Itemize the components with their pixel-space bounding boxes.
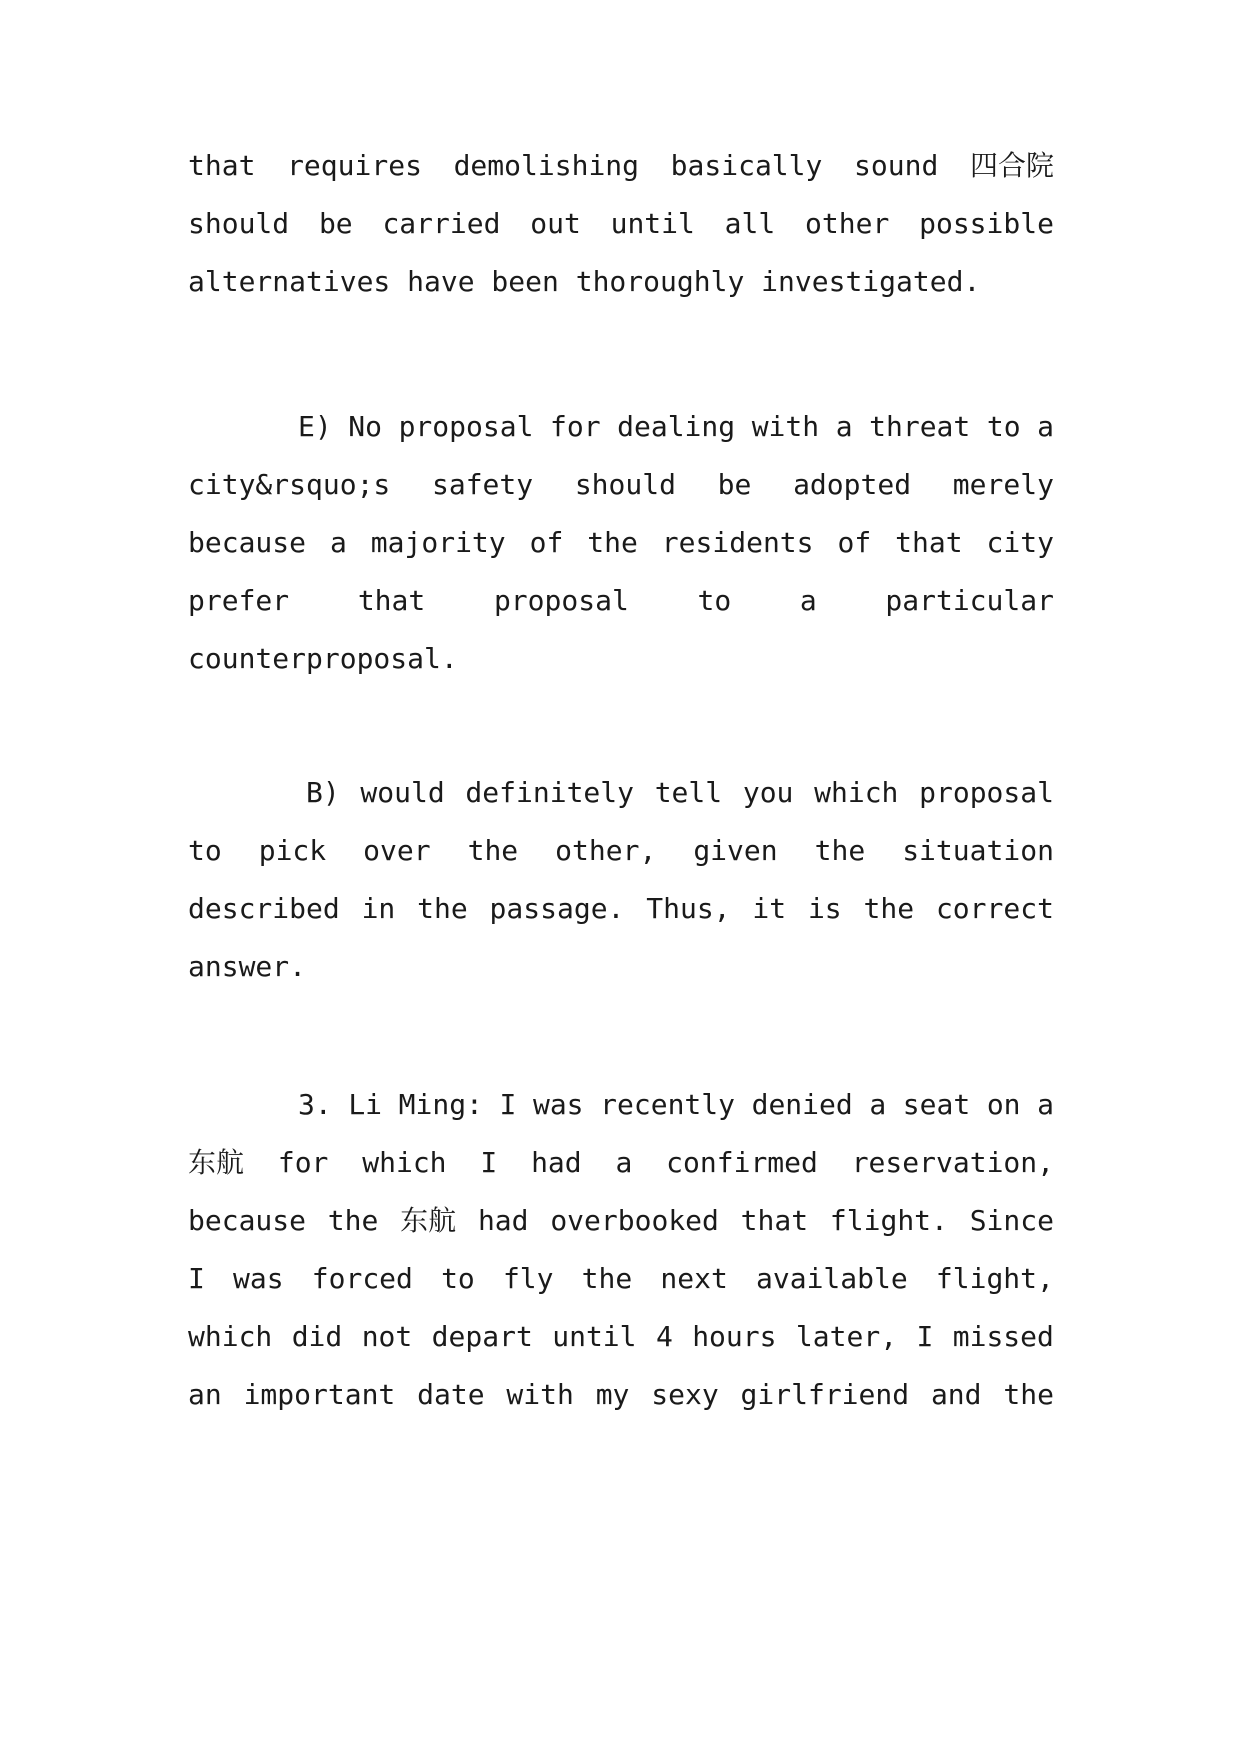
word: possible bbox=[919, 207, 1054, 240]
text-line bbox=[188, 1250, 1054, 1308]
word: correct bbox=[935, 892, 1054, 925]
text-line bbox=[188, 1192, 1054, 1250]
word: reservation, bbox=[851, 1146, 1054, 1179]
word: a bbox=[835, 410, 853, 443]
word: sound bbox=[854, 149, 939, 182]
word: dealing bbox=[617, 410, 736, 443]
paragraph bbox=[188, 398, 1054, 688]
word: forced bbox=[311, 1262, 413, 1295]
paragraph bbox=[188, 764, 1054, 996]
word: prefer bbox=[188, 584, 290, 617]
word: No bbox=[348, 410, 382, 443]
word: a bbox=[329, 526, 347, 559]
word: merely bbox=[952, 468, 1054, 501]
word: the bbox=[417, 892, 468, 925]
text-line bbox=[188, 764, 1054, 822]
word: the bbox=[863, 892, 915, 925]
word: with bbox=[506, 1378, 574, 1411]
word: did bbox=[291, 1320, 343, 1353]
word: confirmed bbox=[666, 1146, 818, 1179]
word: the bbox=[327, 1204, 379, 1237]
word: majority bbox=[370, 526, 506, 559]
word: given bbox=[693, 834, 778, 867]
text-line bbox=[188, 880, 1054, 938]
word: flight, bbox=[935, 1262, 1054, 1295]
word: 4 bbox=[655, 1320, 673, 1353]
word: Li bbox=[348, 1088, 383, 1121]
word: sexy bbox=[651, 1378, 719, 1411]
word: it bbox=[752, 892, 787, 925]
word: to bbox=[188, 834, 222, 867]
text-line bbox=[188, 195, 1054, 253]
word: until bbox=[552, 1320, 637, 1353]
word: residents bbox=[661, 526, 814, 559]
word: important bbox=[243, 1378, 396, 1411]
word: proposal bbox=[493, 584, 629, 617]
word: later, bbox=[795, 1320, 898, 1353]
text-line bbox=[188, 572, 1054, 630]
word: missed bbox=[952, 1320, 1054, 1353]
word: carried bbox=[382, 207, 501, 240]
word: 东航 bbox=[400, 1204, 457, 1237]
word: of bbox=[837, 526, 872, 559]
word: on bbox=[986, 1088, 1021, 1121]
word: to bbox=[697, 584, 732, 617]
word: until bbox=[610, 207, 695, 240]
word: safety bbox=[431, 468, 534, 501]
word: that bbox=[357, 584, 426, 617]
word: to bbox=[441, 1262, 475, 1295]
word: date bbox=[417, 1378, 485, 1411]
word: out bbox=[530, 207, 581, 240]
word: denied bbox=[751, 1088, 853, 1121]
word: an bbox=[188, 1378, 222, 1411]
word: basically bbox=[670, 149, 823, 182]
word: I bbox=[480, 1146, 498, 1179]
word: a bbox=[615, 1146, 633, 1179]
word: girlfriend bbox=[740, 1378, 910, 1411]
word: that bbox=[188, 149, 256, 182]
word: that bbox=[740, 1204, 809, 1237]
word: my bbox=[595, 1378, 630, 1411]
word: which bbox=[188, 1320, 273, 1353]
word: demolishing bbox=[453, 149, 640, 182]
word: not bbox=[361, 1320, 413, 1353]
text-line bbox=[188, 137, 1054, 195]
word: the bbox=[467, 834, 519, 867]
text-line: counterproposal. bbox=[188, 642, 458, 675]
word: described bbox=[188, 892, 340, 925]
word: a bbox=[869, 1088, 887, 1121]
word: 四合院 bbox=[969, 149, 1054, 182]
word: threat bbox=[869, 410, 971, 443]
text-line bbox=[188, 514, 1054, 572]
word: a bbox=[1037, 1088, 1054, 1121]
text-line bbox=[188, 1134, 1054, 1192]
word: because bbox=[188, 526, 307, 559]
word: flight. bbox=[829, 1204, 948, 1237]
word: to bbox=[986, 410, 1021, 443]
text-line bbox=[188, 398, 1054, 456]
word: I bbox=[916, 1320, 934, 1353]
word: proposal bbox=[398, 410, 534, 443]
word: hours bbox=[692, 1320, 777, 1353]
word: recently bbox=[600, 1088, 735, 1121]
word: B) bbox=[306, 776, 340, 809]
word: should bbox=[574, 468, 676, 501]
word: was bbox=[233, 1262, 284, 1295]
word: pick bbox=[258, 834, 327, 867]
word: which bbox=[362, 1146, 447, 1179]
word: Thus, bbox=[646, 892, 731, 925]
word: adopted bbox=[793, 468, 912, 501]
word: depart bbox=[431, 1320, 533, 1353]
word: with bbox=[751, 410, 820, 443]
word: I bbox=[188, 1262, 205, 1295]
text-line bbox=[188, 456, 1054, 514]
text-line: answer. bbox=[188, 950, 307, 983]
word: particular bbox=[885, 584, 1054, 617]
word: the bbox=[581, 1262, 633, 1295]
text-line bbox=[188, 1308, 1054, 1366]
word: requires bbox=[287, 149, 422, 182]
word: over bbox=[363, 834, 431, 867]
word: seat bbox=[902, 1088, 971, 1121]
word: next bbox=[660, 1262, 728, 1295]
text-line: alternatives have been thoroughly investigated. bbox=[188, 265, 981, 298]
word: a bbox=[799, 584, 817, 617]
word: definitely bbox=[465, 776, 634, 809]
word: be bbox=[318, 207, 353, 240]
word: the bbox=[814, 834, 866, 867]
word: 东航 bbox=[188, 1146, 245, 1179]
word: other, bbox=[555, 834, 657, 867]
word: situation bbox=[902, 834, 1054, 867]
word: I bbox=[499, 1088, 517, 1121]
word: the bbox=[1003, 1378, 1054, 1411]
word: should bbox=[188, 207, 290, 240]
word: the bbox=[587, 526, 638, 559]
paragraph bbox=[188, 137, 1054, 311]
word: for bbox=[549, 410, 601, 443]
word: other bbox=[805, 207, 890, 240]
word: because bbox=[188, 1204, 307, 1237]
word: proposal bbox=[919, 776, 1054, 809]
paragraph bbox=[188, 1076, 1054, 1424]
word: you bbox=[742, 776, 794, 809]
word: passage. bbox=[489, 892, 625, 925]
text-line bbox=[188, 822, 1054, 880]
word: was bbox=[532, 1088, 584, 1121]
word: 3. bbox=[298, 1088, 332, 1121]
word: had bbox=[531, 1146, 582, 1179]
word: city&rsquo;s bbox=[188, 468, 391, 501]
word: is bbox=[807, 892, 842, 925]
word: all bbox=[724, 207, 776, 240]
word: Ming: bbox=[398, 1088, 483, 1121]
word: that bbox=[895, 526, 963, 559]
word: be bbox=[717, 468, 752, 501]
word: had bbox=[477, 1204, 529, 1237]
word: of bbox=[529, 526, 564, 559]
word: for bbox=[277, 1146, 329, 1179]
word: city bbox=[986, 526, 1054, 559]
word: would bbox=[360, 776, 445, 809]
word: fly bbox=[502, 1262, 554, 1295]
word: overbooked bbox=[550, 1204, 719, 1237]
word: tell bbox=[654, 776, 723, 809]
word: and bbox=[930, 1378, 982, 1411]
word: which bbox=[814, 776, 899, 809]
word: Since bbox=[969, 1204, 1054, 1237]
text-line bbox=[188, 1076, 1054, 1134]
word: E) bbox=[298, 410, 332, 443]
word: a bbox=[1037, 410, 1054, 443]
text-line bbox=[188, 1366, 1054, 1424]
word: in bbox=[361, 892, 396, 925]
word: available bbox=[756, 1262, 908, 1295]
